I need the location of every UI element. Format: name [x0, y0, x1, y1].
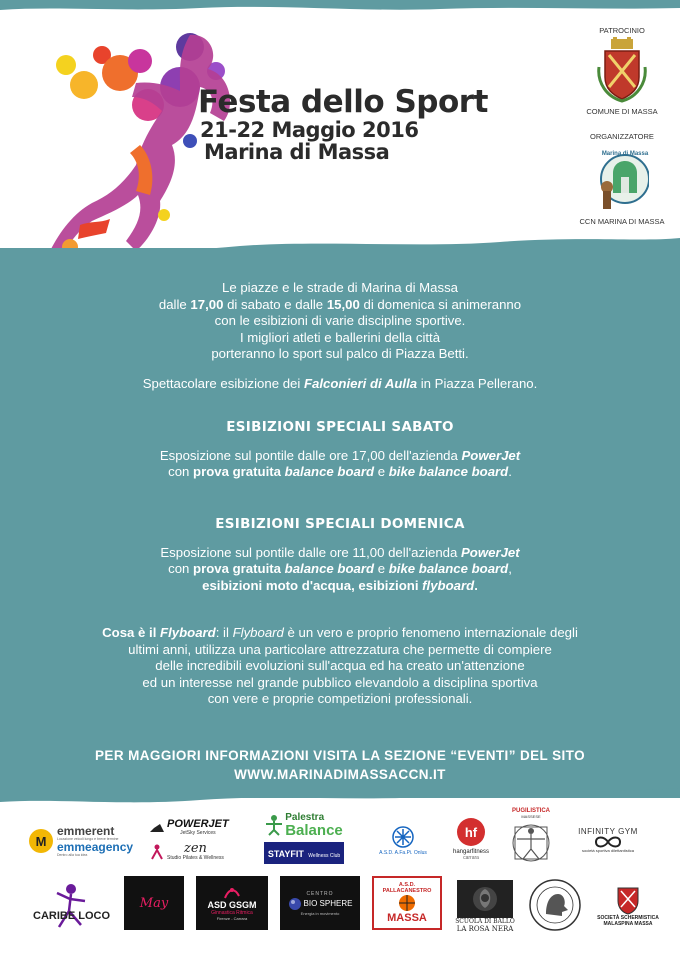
ccn-seal-text: Marina di Massa	[601, 151, 649, 157]
saturday-section	[20, 419, 660, 481]
infinity-sub: società sportiva dilettantistica	[581, 848, 635, 853]
sunday-heading: ESIBIZIONI SPECIALI DOMENICA	[215, 516, 465, 532]
intro-line-5: porteranno lo sport sul palco di Piazza Betti.	[211, 346, 469, 361]
saturday-line-1: Esposizione sul pontile dalle ore 17,00 dell'azienda PowerJet	[159, 447, 521, 463]
gsgm-logo	[196, 876, 268, 930]
svg-text:hf: hf	[464, 825, 478, 840]
sunday-line-3: esibizioni moto d'acqua, esibizioni flyboard.	[202, 577, 478, 593]
organizer-label: ORGANIZZATORE	[590, 132, 654, 141]
emmerent-name: emmerent	[57, 824, 115, 838]
intro-line-4: I migliori atleti e ballerini della città	[239, 329, 441, 345]
pallacanestro-massa-logo	[372, 876, 442, 930]
gsgm-sub-2: Firenze - Carrara	[216, 915, 248, 921]
hangar-fitness-logo	[444, 810, 498, 868]
poster-title: Festa dello Sport	[198, 84, 488, 120]
infinity-name: INFINITY GYM	[578, 827, 638, 836]
organizer-block	[572, 130, 672, 228]
emmeagency-sub: Dentro alla tua idea	[57, 853, 88, 857]
comune-crest-icon	[597, 37, 647, 103]
sunday-section	[20, 516, 660, 594]
caribe-name: CARIBE LOCO	[33, 910, 110, 922]
bio-name: BIO SPHERE	[303, 899, 353, 908]
sunday-line-2: con prova gratuita balance board e bike balance board,	[168, 561, 512, 576]
dog-seal-icon	[528, 876, 582, 934]
jetski-icon	[150, 822, 164, 834]
poster-place: Marina di Massa	[204, 139, 390, 164]
rosa-nera-logo	[452, 876, 518, 936]
infinity-icon	[593, 836, 623, 848]
hangar-hf-icon	[456, 817, 486, 847]
sunday-line-1: Esposizione sul pontile dalle ore 11,00 dell'azienda PowerJet	[160, 544, 520, 560]
black-rose-icon	[470, 884, 500, 914]
pugilistica-name: PUGILISTICA	[511, 807, 550, 814]
flyboard-line-1: Cosa è il Flyboard: il Flyboard è un vero e proprio fenomeno internazionale degli	[102, 625, 578, 640]
rosa-top: SCUOLA DI BALLO	[455, 917, 515, 925]
emmerent-sub: Locazione veicoli lungo e breve termine	[57, 837, 119, 841]
gsgm-name: ASD GSGM	[207, 899, 257, 910]
balance-figure-icon	[265, 814, 283, 836]
stayfit-sub: Wellness Club	[308, 852, 341, 859]
zen-figure-icon	[150, 844, 164, 860]
dog-club-logo	[526, 874, 584, 936]
scherma-top: SOCIETÀ SCHERMISTICA	[597, 915, 659, 921]
palestra-balance-logo	[258, 806, 350, 870]
flyboard-section	[20, 625, 660, 708]
powerjet-sub: JetSky Services	[180, 830, 216, 836]
snowflake-icon	[392, 826, 414, 848]
rosa-name: LA ROSA NERA	[456, 924, 514, 933]
pugilistica-logo	[504, 802, 558, 868]
afapi-name: A.S.D. A.Fa.Pi. Onlus	[379, 850, 427, 856]
afapi-logo	[372, 818, 434, 864]
intro-section	[20, 280, 660, 392]
gsgm-sub: Ginnastica Ritmica	[211, 909, 253, 916]
basket-name: MASSA	[387, 912, 427, 924]
organizer-name: CCN MARINA DI MASSA	[579, 217, 665, 226]
hangar-name: hangarfitness	[452, 849, 490, 855]
hangar-sub: carrara	[463, 855, 479, 861]
sponsor-logos	[0, 800, 680, 960]
intro-line-6: Spettacolare esibizione dei Falconieri di Aulla in Piazza Pellerano.	[142, 375, 538, 391]
ccn-seal-icon	[595, 143, 649, 213]
poster-dates: 21-22 Maggio 2016	[200, 117, 419, 142]
basket-top: A.S.D. PALLACANESTRO	[382, 882, 432, 894]
scherma-name: MALASPINA MASSA	[603, 921, 653, 927]
palestra-name: Palestra	[285, 811, 325, 823]
flyboard-line-3: delle incredibili evoluzioni sull'acqua ed ha creato un'attenzione	[155, 658, 525, 673]
emme-m-icon	[28, 828, 54, 854]
emmerent-logo	[28, 818, 140, 864]
top-brush-stripe	[0, 0, 680, 14]
balance-name: Balance	[285, 821, 343, 839]
caribe-loco-logo	[28, 878, 114, 934]
gymnast-icon	[223, 886, 241, 900]
cta-line-1: PER MAGGIORI INFORMAZIONI VISITA LA SEZIONE “EVENTI” DEL SITO	[95, 748, 585, 763]
website-link[interactable]: WWW.MARINADIMASSACCN.IT	[234, 767, 446, 782]
intro-line-3: con le esibizioni di varie discipline sportive.	[214, 313, 466, 328]
bio-sub: Energia in movimento	[300, 910, 340, 916]
poster-title-block	[198, 86, 488, 163]
cta-section	[20, 746, 660, 784]
infinity-gym-logo	[562, 818, 654, 862]
flyboard-line-2: ultimi anni, utilizza una particolare attrezzatura che permette di compiere	[128, 641, 552, 657]
powerjet-name: POWERJET	[167, 818, 229, 830]
vitruvian-man-icon	[511, 819, 551, 863]
svg-text:M: M	[35, 834, 47, 849]
zen-sub: Studio Pilates & Wellness	[167, 855, 224, 861]
caribe-dancer-icon	[29, 879, 113, 933]
bio-sphere-logo	[280, 876, 360, 930]
bio-top: CENTRO	[306, 890, 334, 897]
emmeagency-name: emmeagency	[57, 840, 134, 854]
pugilistica-sub: MASSESE	[521, 813, 541, 819]
flyboard-line-4: ed un interesse nel grande pubblico elevandolo a disciplina sportiva	[142, 674, 538, 690]
patron-label: PATROCINIO	[599, 26, 645, 35]
intro-line-1: Le piazze e le strade di Marina di Massa	[221, 280, 459, 295]
patron-name: COMUNE DI MASSA	[586, 107, 658, 116]
fencing-crest-icon	[615, 885, 641, 915]
flyboard-line-5: con vere e proprie competizioni professionali.	[207, 691, 473, 706]
saturday-heading: ESIBIZIONI SPECIALI SABATO	[226, 419, 454, 435]
may-logo	[124, 876, 184, 930]
patron-block	[572, 24, 672, 118]
basketball-icon	[397, 894, 417, 912]
sphere-icon	[288, 897, 302, 911]
saturday-line-2: con prova gratuita balance board e bike balance board.	[168, 464, 512, 479]
may-name: May	[139, 895, 169, 911]
intro-line-2: dalle 17,00 di sabato e dalle 15,00 di domenica si animeranno	[158, 296, 522, 312]
stayfit-name: STAYFIT	[267, 848, 304, 859]
zen-name: zen	[183, 841, 207, 856]
stayfit-logo	[264, 842, 344, 864]
scherma-malaspina-logo	[588, 876, 668, 936]
powerjet-zen-logo	[150, 812, 248, 868]
